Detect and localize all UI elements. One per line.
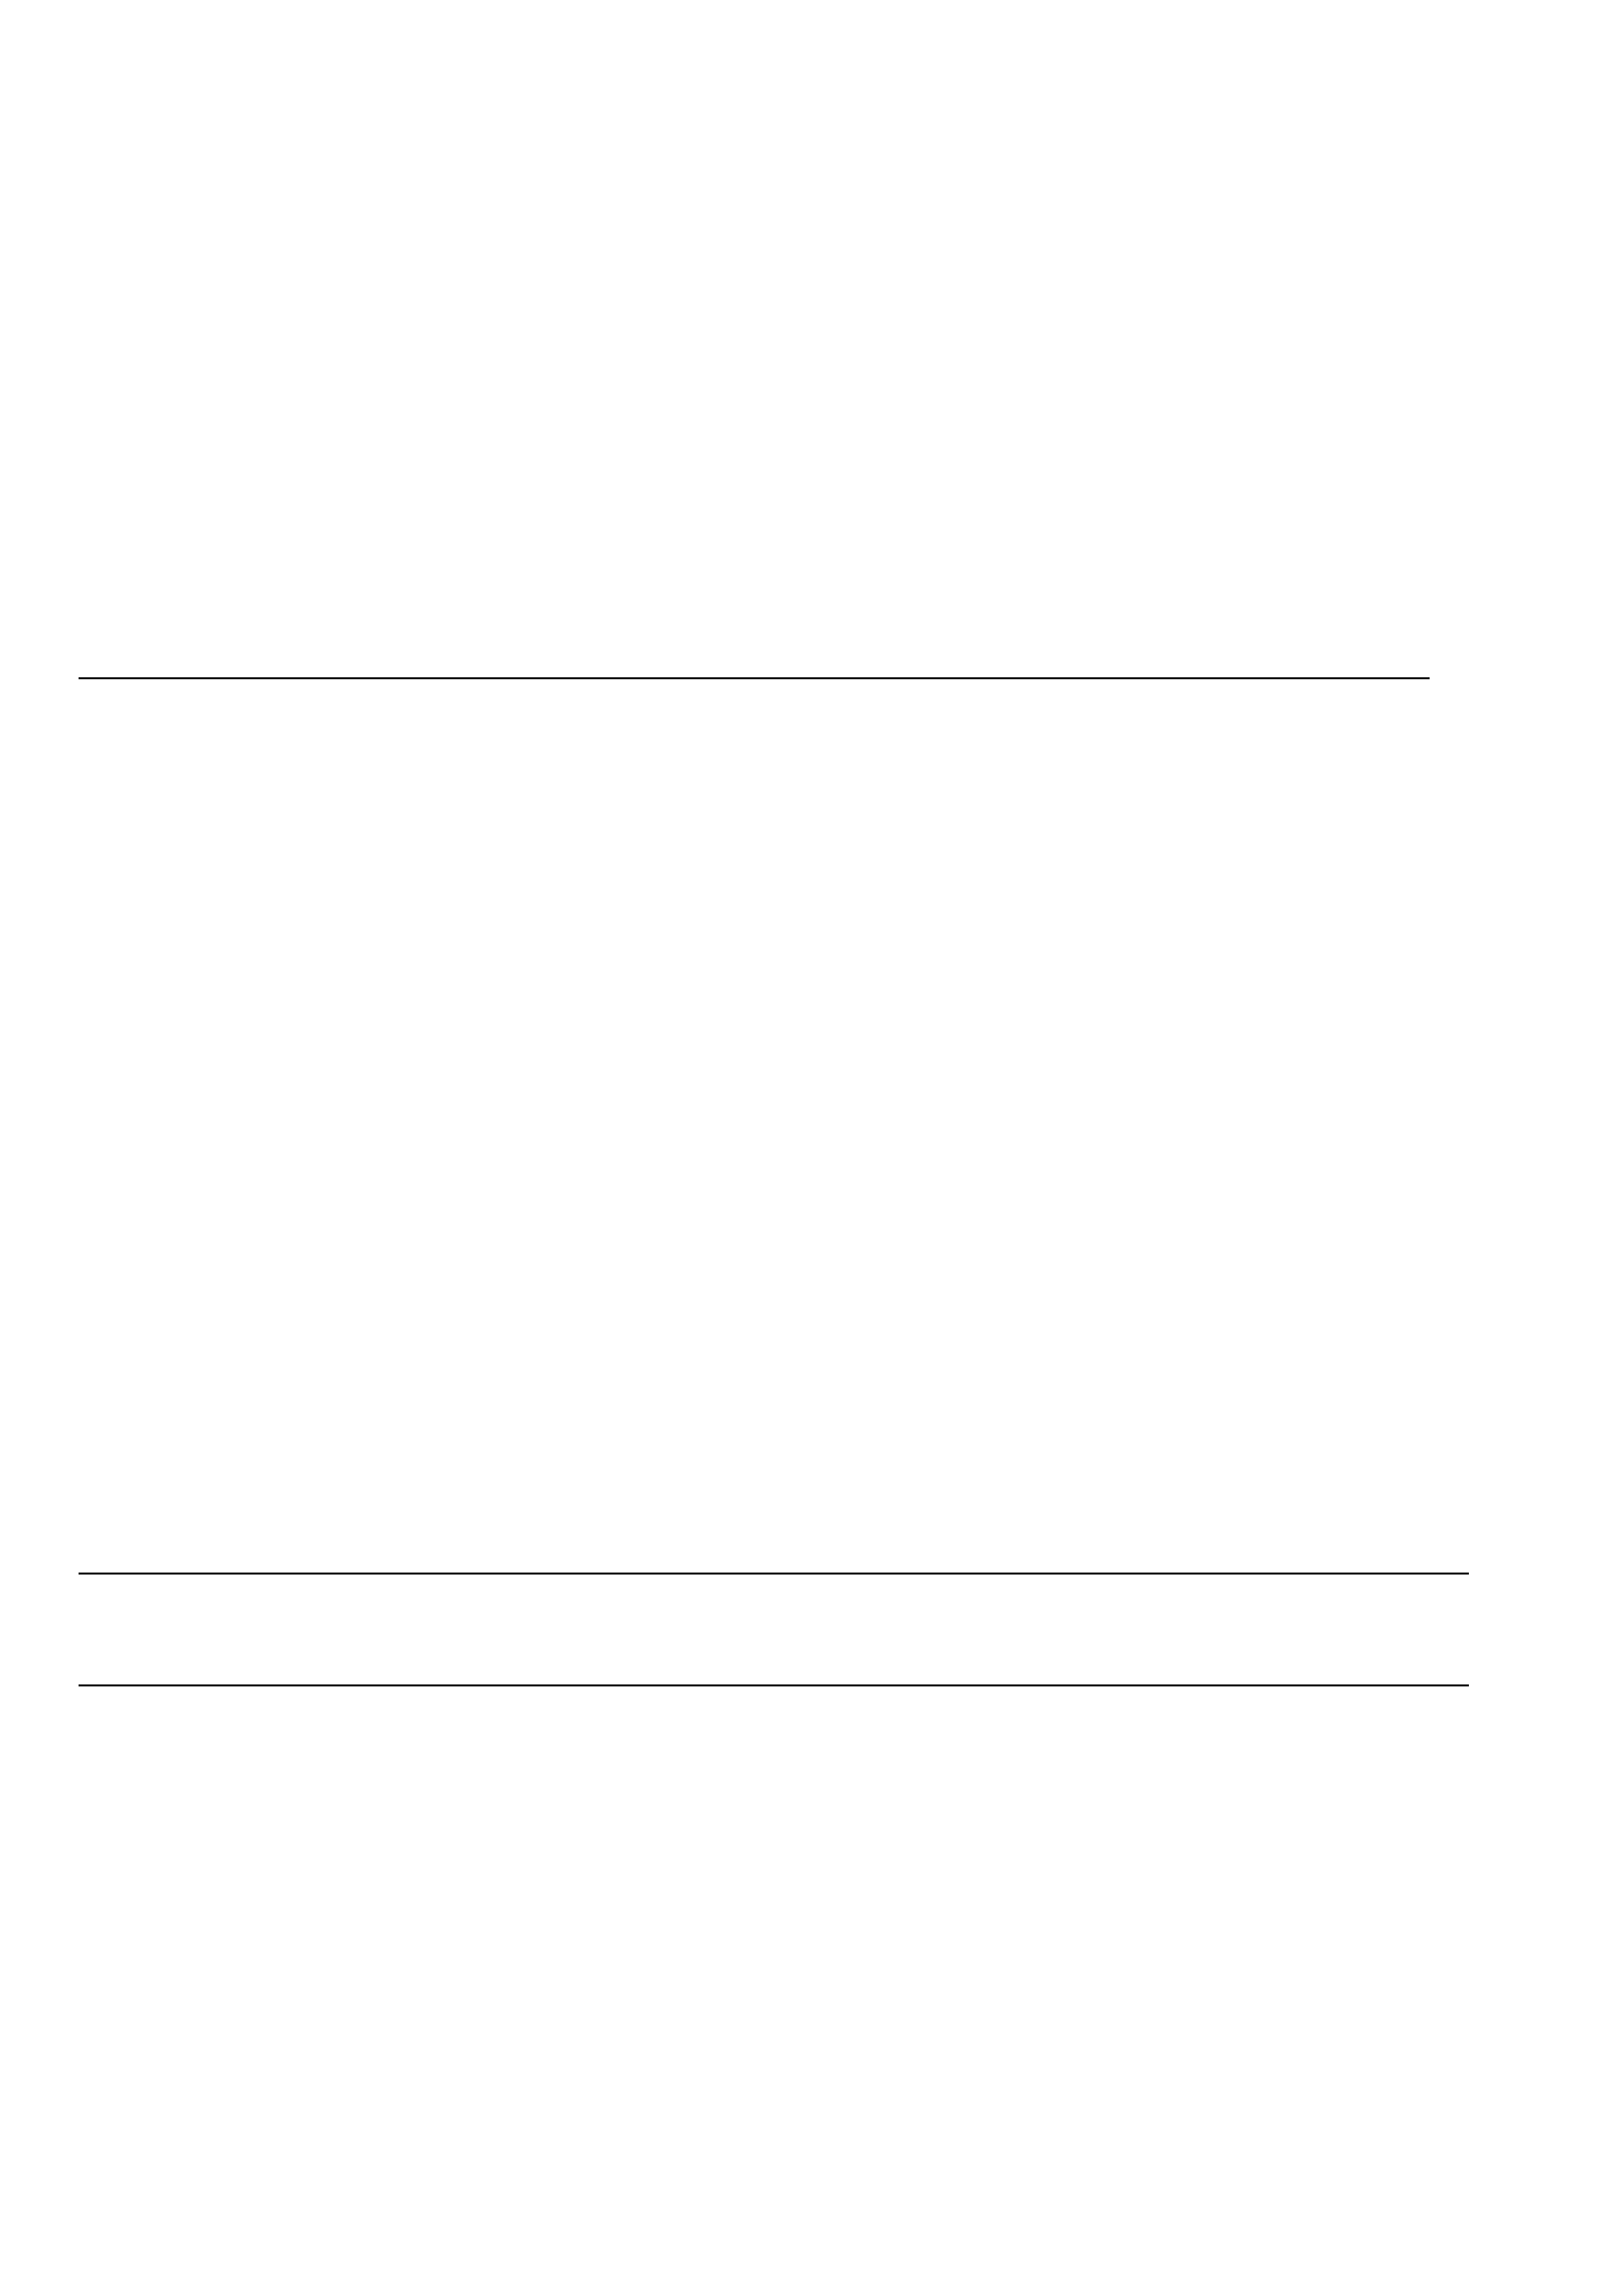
- table-bottom-rule: [79, 677, 1430, 679]
- header-bottom-rule: [79, 1684, 1469, 1686]
- header-top-rule: [79, 1573, 1469, 1575]
